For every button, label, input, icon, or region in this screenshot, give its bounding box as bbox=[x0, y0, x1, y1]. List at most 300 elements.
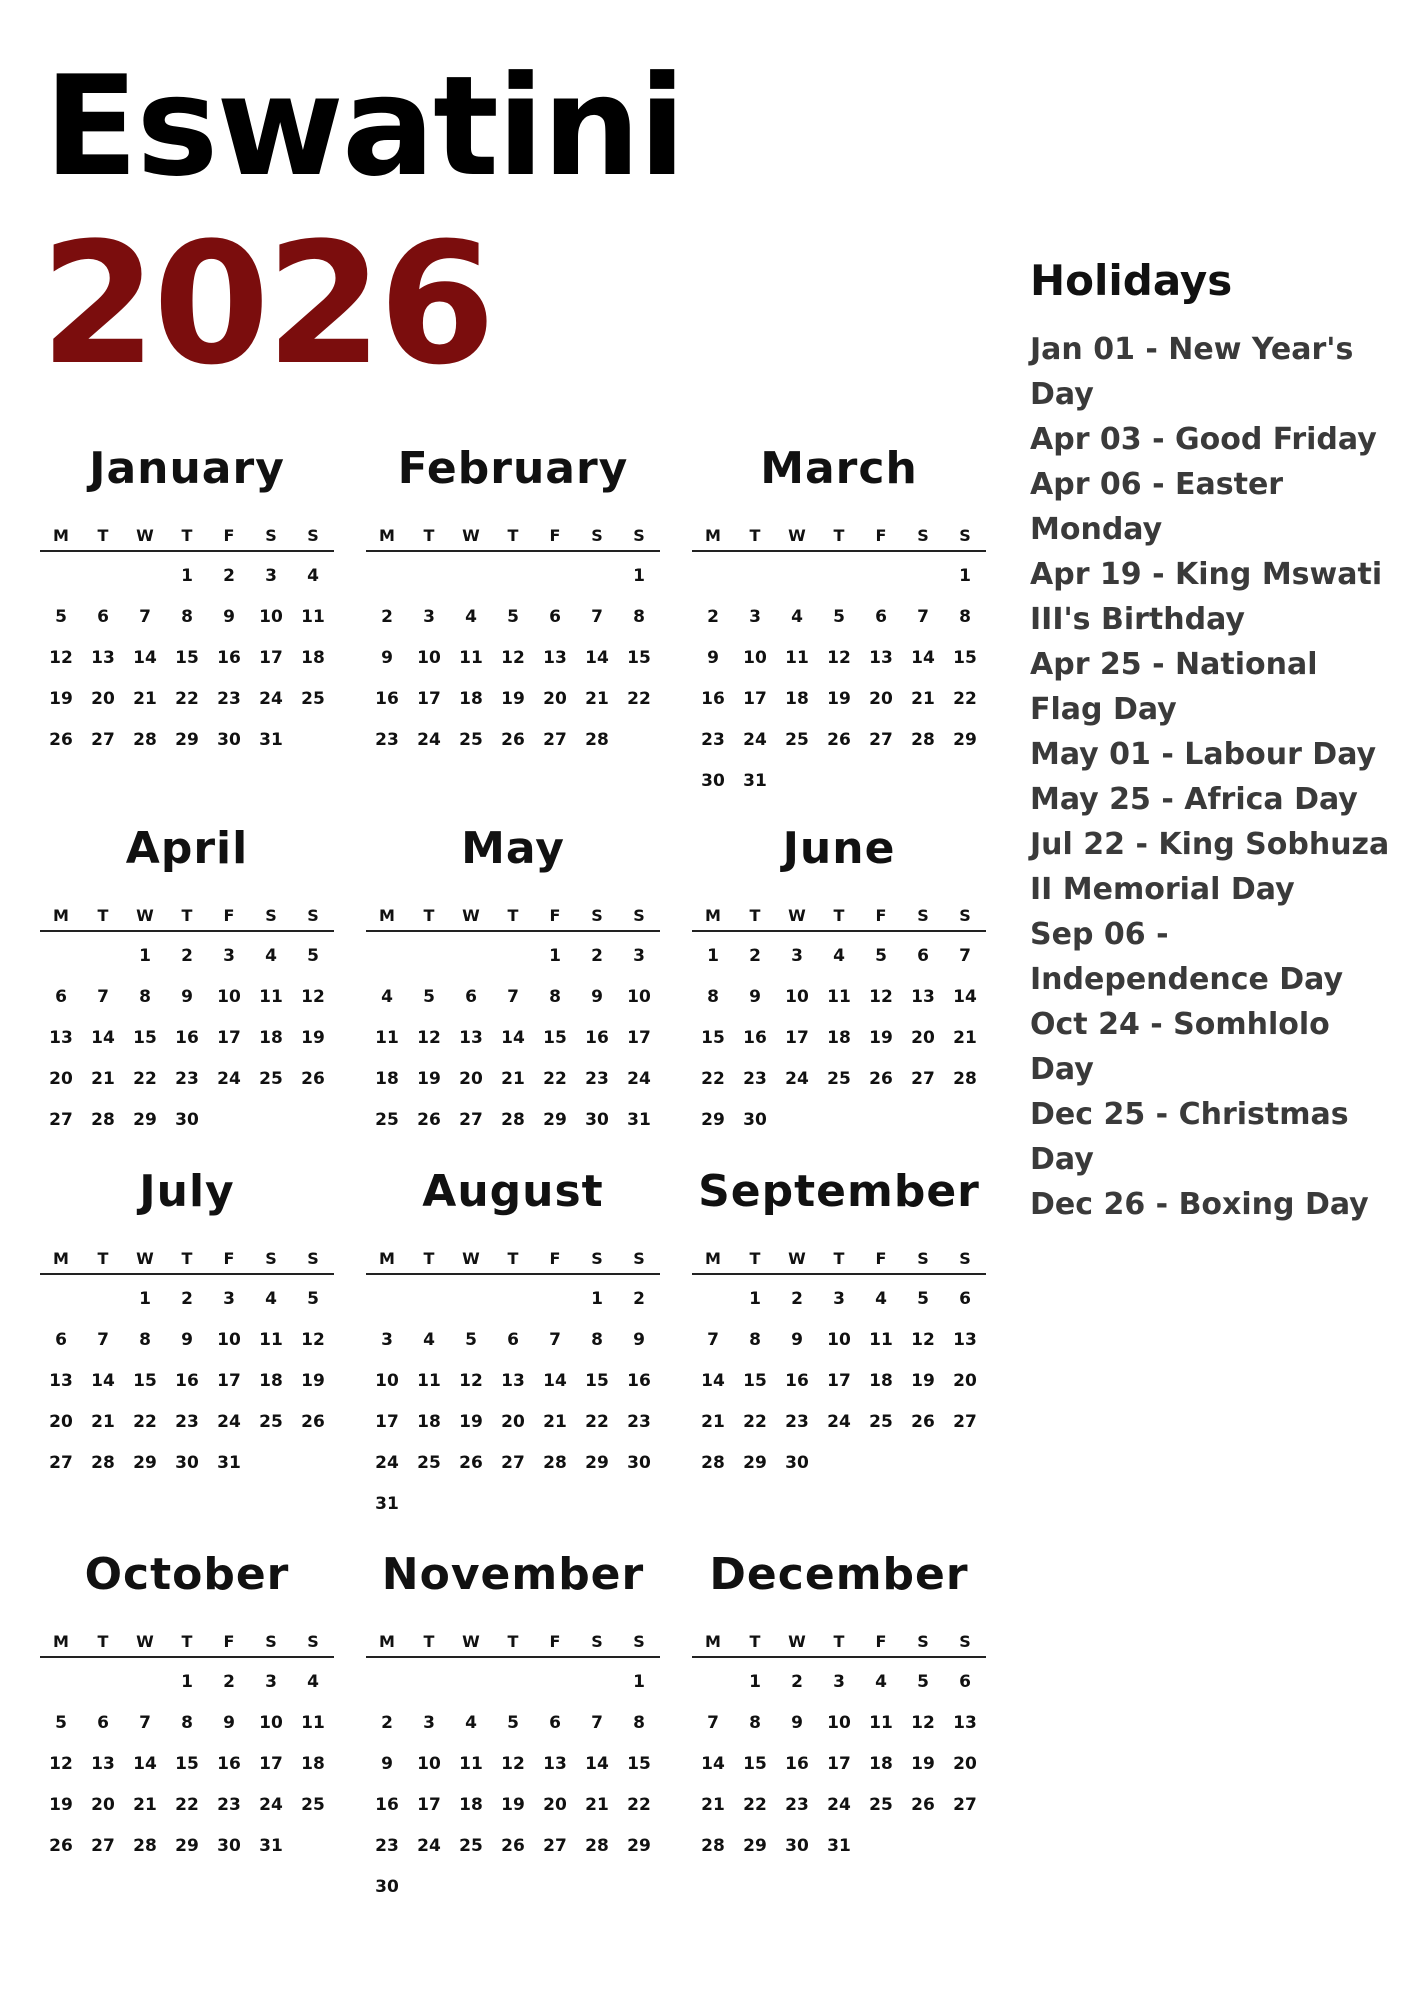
day-cell: 25 bbox=[785, 730, 809, 750]
weekday-label: W bbox=[136, 525, 154, 545]
holiday-item: Dec 25 - Christmas Day bbox=[1030, 1097, 1349, 1177]
day-cell: 20 bbox=[869, 689, 893, 709]
weekday-label: W bbox=[462, 1631, 480, 1651]
weekday-label: S bbox=[633, 525, 645, 545]
day-cell: 23 bbox=[627, 1412, 651, 1432]
weekday-label: F bbox=[549, 905, 561, 925]
empty-day-cell bbox=[692, 1662, 734, 1703]
day-cell: 15 bbox=[627, 648, 651, 668]
day-cell: 18 bbox=[301, 1754, 325, 1774]
day-cell: 10 bbox=[417, 648, 441, 668]
day-cell: 4 bbox=[465, 1713, 477, 1733]
day-cell: 24 bbox=[375, 1453, 399, 1473]
day-cell: 12 bbox=[501, 648, 525, 668]
day-cell: 22 bbox=[133, 1069, 157, 1089]
month-name: October bbox=[84, 1549, 290, 1600]
day-cell: 18 bbox=[259, 1371, 283, 1391]
day-cell: 20 bbox=[49, 1069, 73, 1089]
day-cell: 14 bbox=[91, 1371, 115, 1391]
day-cell: 18 bbox=[869, 1754, 893, 1774]
day-cell: 4 bbox=[307, 566, 319, 586]
day-cell: 20 bbox=[49, 1412, 73, 1432]
month-name: May bbox=[461, 823, 565, 874]
empty-day-cell bbox=[902, 556, 944, 597]
day-cell: 10 bbox=[259, 1713, 283, 1733]
day-cell: 23 bbox=[701, 730, 725, 750]
day-cell: 10 bbox=[827, 1330, 851, 1350]
day-cell: 31 bbox=[627, 1110, 651, 1130]
empty-day-cell bbox=[818, 556, 860, 597]
day-cell: 21 bbox=[585, 1795, 609, 1815]
weekday-label: W bbox=[788, 1631, 806, 1651]
weekday-label: W bbox=[462, 1248, 480, 1268]
day-cell: 24 bbox=[785, 1069, 809, 1089]
day-cell: 13 bbox=[49, 1028, 73, 1048]
empty-day-cell bbox=[82, 1662, 124, 1703]
month-name: July bbox=[139, 1166, 235, 1217]
day-cell: 30 bbox=[375, 1877, 399, 1897]
day-cell: 29 bbox=[175, 1836, 199, 1856]
day-cell: 7 bbox=[591, 1713, 603, 1733]
day-cell: 19 bbox=[501, 689, 525, 709]
day-cell: 17 bbox=[827, 1371, 851, 1391]
month-may bbox=[366, 820, 660, 1141]
day-cell: 23 bbox=[375, 730, 399, 750]
day-cell: 30 bbox=[701, 771, 725, 791]
weekday-label: M bbox=[53, 905, 69, 925]
day-cell: 1 bbox=[749, 1289, 761, 1309]
day-cell: 21 bbox=[543, 1412, 567, 1432]
day-cell: 26 bbox=[49, 730, 73, 750]
day-cell: 1 bbox=[181, 566, 193, 586]
day-cell: 8 bbox=[633, 607, 645, 627]
day-cell: 4 bbox=[307, 1672, 319, 1692]
day-cell: 3 bbox=[833, 1289, 845, 1309]
day-cell: 1 bbox=[139, 946, 151, 966]
day-cell: 21 bbox=[585, 689, 609, 709]
day-cell: 20 bbox=[543, 1795, 567, 1815]
calendar-year: 2026 bbox=[40, 206, 492, 402]
day-cell: 24 bbox=[627, 1069, 651, 1089]
day-cell: 23 bbox=[217, 1795, 241, 1815]
day-cell: 21 bbox=[91, 1069, 115, 1089]
day-cell: 22 bbox=[953, 689, 977, 709]
day-cell: 22 bbox=[627, 689, 651, 709]
empty-day-cell bbox=[124, 1662, 166, 1703]
day-cell: 23 bbox=[375, 1836, 399, 1856]
day-cell: 7 bbox=[549, 1330, 561, 1350]
day-cell: 31 bbox=[259, 1836, 283, 1856]
day-cell: 1 bbox=[549, 946, 561, 966]
day-cell: 3 bbox=[223, 1289, 235, 1309]
day-cell: 6 bbox=[917, 946, 929, 966]
weekday-label: T bbox=[423, 525, 435, 545]
day-cell: 14 bbox=[133, 1754, 157, 1774]
day-grid bbox=[692, 1275, 986, 1484]
weekday-label: S bbox=[307, 1631, 319, 1651]
day-cell: 31 bbox=[375, 1494, 399, 1514]
day-cell: 29 bbox=[133, 1453, 157, 1473]
empty-day-cell bbox=[124, 556, 166, 597]
day-cell: 20 bbox=[91, 689, 115, 709]
day-cell: 24 bbox=[217, 1412, 241, 1432]
weekday-header bbox=[40, 1626, 334, 1658]
empty-day-cell bbox=[408, 936, 450, 977]
holiday-item: Sep 06 - Independence Day bbox=[1030, 917, 1344, 997]
empty-day-cell bbox=[82, 556, 124, 597]
day-cell: 18 bbox=[869, 1371, 893, 1391]
day-cell: 3 bbox=[381, 1330, 393, 1350]
day-cell: 11 bbox=[417, 1371, 441, 1391]
day-cell: 12 bbox=[869, 987, 893, 1007]
day-grid bbox=[366, 552, 660, 761]
weekday-header bbox=[40, 900, 334, 932]
day-cell: 10 bbox=[627, 987, 651, 1007]
day-cell: 14 bbox=[585, 648, 609, 668]
day-cell: 5 bbox=[917, 1289, 929, 1309]
weekday-header bbox=[366, 900, 660, 932]
day-cell: 3 bbox=[423, 607, 435, 627]
day-cell: 8 bbox=[181, 1713, 193, 1733]
day-cell: 14 bbox=[701, 1371, 725, 1391]
weekday-label: S bbox=[959, 525, 971, 545]
day-cell: 1 bbox=[633, 1672, 645, 1692]
weekday-label: T bbox=[423, 905, 435, 925]
day-grid bbox=[40, 932, 334, 1141]
weekday-label: T bbox=[833, 1631, 845, 1651]
day-cell: 15 bbox=[175, 1754, 199, 1774]
day-cell: 13 bbox=[953, 1330, 977, 1350]
empty-day-cell bbox=[82, 1279, 124, 1320]
day-cell: 10 bbox=[417, 1754, 441, 1774]
day-cell: 29 bbox=[543, 1110, 567, 1130]
month-name: March bbox=[760, 443, 918, 494]
day-cell: 7 bbox=[707, 1330, 719, 1350]
empty-day-cell bbox=[366, 556, 408, 597]
weekday-label: T bbox=[181, 1248, 193, 1268]
day-cell: 14 bbox=[133, 648, 157, 668]
weekday-label: S bbox=[307, 525, 319, 545]
day-cell: 28 bbox=[91, 1453, 115, 1473]
day-cell: 16 bbox=[785, 1371, 809, 1391]
day-cell: 10 bbox=[785, 987, 809, 1007]
day-cell: 20 bbox=[501, 1412, 525, 1432]
day-cell: 15 bbox=[743, 1371, 767, 1391]
day-cell: 16 bbox=[585, 1028, 609, 1048]
day-cell: 16 bbox=[175, 1371, 199, 1391]
empty-day-cell bbox=[860, 556, 902, 597]
month-name: June bbox=[782, 823, 896, 874]
day-cell: 26 bbox=[911, 1795, 935, 1815]
weekday-label: T bbox=[507, 905, 519, 925]
empty-day-cell bbox=[408, 556, 450, 597]
day-cell: 4 bbox=[791, 607, 803, 627]
day-cell: 12 bbox=[911, 1713, 935, 1733]
weekday-label: T bbox=[423, 1248, 435, 1268]
day-cell: 8 bbox=[633, 1713, 645, 1733]
day-cell: 5 bbox=[55, 1713, 67, 1733]
day-cell: 27 bbox=[911, 1069, 935, 1089]
day-cell: 20 bbox=[953, 1754, 977, 1774]
empty-day-cell bbox=[534, 1662, 576, 1703]
day-cell: 22 bbox=[175, 1795, 199, 1815]
day-cell: 30 bbox=[785, 1836, 809, 1856]
day-cell: 4 bbox=[875, 1672, 887, 1692]
holiday-item: Dec 26 - Boxing Day bbox=[1030, 1187, 1369, 1222]
day-cell: 25 bbox=[417, 1453, 441, 1473]
day-cell: 26 bbox=[49, 1836, 73, 1856]
day-cell: 2 bbox=[791, 1289, 803, 1309]
weekday-label: T bbox=[181, 1631, 193, 1651]
day-cell: 30 bbox=[585, 1110, 609, 1130]
weekday-label: T bbox=[181, 905, 193, 925]
weekday-label: F bbox=[549, 1631, 561, 1651]
day-cell: 11 bbox=[375, 1028, 399, 1048]
day-cell: 10 bbox=[217, 987, 241, 1007]
month-december bbox=[692, 1546, 986, 1867]
day-cell: 16 bbox=[701, 689, 725, 709]
day-cell: 23 bbox=[785, 1412, 809, 1432]
day-cell: 3 bbox=[791, 946, 803, 966]
holiday-item: Apr 03 - Good Friday bbox=[1030, 422, 1377, 457]
day-cell: 8 bbox=[181, 607, 193, 627]
month-name: January bbox=[89, 443, 285, 494]
holiday-item: Apr 25 - National Flag Day bbox=[1030, 647, 1318, 727]
day-cell: 26 bbox=[911, 1412, 935, 1432]
weekday-label: M bbox=[53, 1631, 69, 1651]
day-cell: 29 bbox=[953, 730, 977, 750]
day-cell: 30 bbox=[175, 1110, 199, 1130]
day-cell: 7 bbox=[507, 987, 519, 1007]
day-cell: 20 bbox=[953, 1371, 977, 1391]
empty-day-cell bbox=[734, 556, 776, 597]
day-cell: 19 bbox=[49, 1795, 73, 1815]
day-cell: 23 bbox=[217, 689, 241, 709]
empty-day-cell bbox=[408, 1662, 450, 1703]
day-cell: 21 bbox=[701, 1412, 725, 1432]
month-name: February bbox=[397, 443, 629, 494]
day-cell: 28 bbox=[585, 1836, 609, 1856]
day-cell: 17 bbox=[627, 1028, 651, 1048]
weekday-label: T bbox=[833, 525, 845, 545]
day-cell: 21 bbox=[133, 1795, 157, 1815]
day-cell: 4 bbox=[265, 946, 277, 966]
day-cell: 25 bbox=[259, 1069, 283, 1089]
holiday-item: Jul 22 - King Sobhuza II Memorial Day bbox=[1030, 827, 1390, 907]
weekday-label: T bbox=[97, 905, 109, 925]
day-cell: 5 bbox=[507, 1713, 519, 1733]
month-name: April bbox=[125, 823, 249, 874]
weekday-label: S bbox=[959, 905, 971, 925]
day-cell: 27 bbox=[49, 1453, 73, 1473]
day-cell: 28 bbox=[501, 1110, 525, 1130]
empty-day-cell bbox=[40, 1662, 82, 1703]
empty-day-cell bbox=[692, 556, 734, 597]
day-cell: 4 bbox=[423, 1330, 435, 1350]
day-cell: 20 bbox=[459, 1069, 483, 1089]
day-cell: 25 bbox=[259, 1412, 283, 1432]
holiday-item: Apr 06 - Easter Monday bbox=[1030, 467, 1284, 547]
day-cell: 7 bbox=[959, 946, 971, 966]
day-cell: 12 bbox=[49, 1754, 73, 1774]
day-grid bbox=[40, 1275, 334, 1484]
weekday-label: S bbox=[917, 1248, 929, 1268]
day-cell: 2 bbox=[633, 1289, 645, 1309]
weekday-label: T bbox=[507, 525, 519, 545]
day-cell: 2 bbox=[381, 607, 393, 627]
day-cell: 18 bbox=[459, 1795, 483, 1815]
day-cell: 6 bbox=[507, 1330, 519, 1350]
day-cell: 4 bbox=[381, 987, 393, 1007]
day-cell: 7 bbox=[139, 1713, 151, 1733]
day-cell: 2 bbox=[381, 1713, 393, 1733]
day-cell: 24 bbox=[259, 1795, 283, 1815]
day-cell: 9 bbox=[223, 1713, 235, 1733]
day-cell: 5 bbox=[307, 946, 319, 966]
day-cell: 19 bbox=[827, 689, 851, 709]
empty-day-cell bbox=[534, 556, 576, 597]
day-cell: 13 bbox=[501, 1371, 525, 1391]
weekday-label: M bbox=[705, 1248, 721, 1268]
day-cell: 11 bbox=[869, 1330, 893, 1350]
day-cell: 6 bbox=[465, 987, 477, 1007]
day-cell: 11 bbox=[827, 987, 851, 1007]
day-cell: 13 bbox=[91, 1754, 115, 1774]
weekday-label: T bbox=[749, 525, 761, 545]
day-cell: 22 bbox=[585, 1412, 609, 1432]
weekday-label: T bbox=[423, 1631, 435, 1651]
day-cell: 29 bbox=[627, 1836, 651, 1856]
day-cell: 12 bbox=[301, 1330, 325, 1350]
day-cell: 9 bbox=[791, 1330, 803, 1350]
day-cell: 17 bbox=[417, 689, 441, 709]
weekday-label: S bbox=[633, 905, 645, 925]
day-cell: 22 bbox=[701, 1069, 725, 1089]
day-cell: 20 bbox=[543, 689, 567, 709]
day-cell: 13 bbox=[543, 1754, 567, 1774]
day-cell: 27 bbox=[543, 1836, 567, 1856]
day-cell: 21 bbox=[701, 1795, 725, 1815]
day-cell: 1 bbox=[749, 1672, 761, 1692]
day-cell: 6 bbox=[549, 1713, 561, 1733]
day-cell: 30 bbox=[743, 1110, 767, 1130]
weekday-label: T bbox=[181, 525, 193, 545]
day-cell: 27 bbox=[91, 730, 115, 750]
weekday-label: S bbox=[591, 1248, 603, 1268]
weekday-label: S bbox=[591, 1631, 603, 1651]
day-cell: 15 bbox=[743, 1754, 767, 1774]
day-grid bbox=[40, 1658, 334, 1867]
day-cell: 13 bbox=[911, 987, 935, 1007]
day-cell: 23 bbox=[175, 1412, 199, 1432]
weekday-label: W bbox=[136, 1248, 154, 1268]
day-cell: 22 bbox=[743, 1412, 767, 1432]
day-cell: 17 bbox=[827, 1754, 851, 1774]
day-cell: 30 bbox=[217, 730, 241, 750]
day-cell: 27 bbox=[501, 1453, 525, 1473]
day-cell: 16 bbox=[217, 648, 241, 668]
empty-day-cell bbox=[366, 1662, 408, 1703]
weekday-header bbox=[40, 1243, 334, 1275]
month-name: December bbox=[709, 1549, 969, 1600]
day-cell: 15 bbox=[133, 1028, 157, 1048]
day-cell: 14 bbox=[701, 1754, 725, 1774]
day-cell: 5 bbox=[507, 607, 519, 627]
day-cell: 7 bbox=[707, 1713, 719, 1733]
day-cell: 3 bbox=[423, 1713, 435, 1733]
empty-day-cell bbox=[492, 936, 534, 977]
weekday-label: M bbox=[379, 905, 395, 925]
weekday-header bbox=[366, 1626, 660, 1658]
day-cell: 9 bbox=[223, 607, 235, 627]
day-cell: 22 bbox=[627, 1795, 651, 1815]
day-grid bbox=[692, 932, 986, 1141]
day-cell: 16 bbox=[627, 1371, 651, 1391]
day-cell: 5 bbox=[423, 987, 435, 1007]
day-cell: 28 bbox=[585, 730, 609, 750]
day-cell: 19 bbox=[301, 1028, 325, 1048]
weekday-header bbox=[366, 1243, 660, 1275]
day-cell: 16 bbox=[785, 1754, 809, 1774]
empty-day-cell bbox=[40, 936, 82, 977]
empty-day-cell bbox=[408, 1279, 450, 1320]
day-cell: 8 bbox=[139, 1330, 151, 1350]
day-cell: 25 bbox=[827, 1069, 851, 1089]
day-cell: 30 bbox=[175, 1453, 199, 1473]
day-cell: 8 bbox=[591, 1330, 603, 1350]
day-cell: 11 bbox=[259, 1330, 283, 1350]
weekday-label: T bbox=[507, 1631, 519, 1651]
day-cell: 16 bbox=[375, 689, 399, 709]
weekday-label: T bbox=[833, 905, 845, 925]
day-cell: 19 bbox=[869, 1028, 893, 1048]
weekday-label: F bbox=[223, 1631, 235, 1651]
day-cell: 11 bbox=[301, 1713, 325, 1733]
day-cell: 28 bbox=[911, 730, 935, 750]
calendar-title: Eswatini bbox=[44, 46, 684, 207]
weekday-label: T bbox=[749, 1248, 761, 1268]
day-cell: 25 bbox=[301, 1795, 325, 1815]
day-grid bbox=[692, 552, 986, 802]
day-cell: 29 bbox=[743, 1453, 767, 1473]
day-cell: 31 bbox=[259, 730, 283, 750]
day-cell: 22 bbox=[175, 689, 199, 709]
holiday-item: May 25 - Africa Day bbox=[1030, 782, 1358, 817]
weekday-label: M bbox=[705, 525, 721, 545]
month-august bbox=[366, 1163, 660, 1525]
day-cell: 1 bbox=[139, 1289, 151, 1309]
day-cell: 23 bbox=[585, 1069, 609, 1089]
weekday-label: F bbox=[223, 905, 235, 925]
day-cell: 6 bbox=[959, 1672, 971, 1692]
day-cell: 29 bbox=[585, 1453, 609, 1473]
day-cell: 7 bbox=[139, 607, 151, 627]
day-cell: 15 bbox=[175, 648, 199, 668]
day-cell: 1 bbox=[707, 946, 719, 966]
day-cell: 15 bbox=[627, 1754, 651, 1774]
empty-day-cell bbox=[450, 936, 492, 977]
day-cell: 22 bbox=[743, 1795, 767, 1815]
weekday-label: S bbox=[265, 525, 277, 545]
weekday-label: W bbox=[462, 525, 480, 545]
day-cell: 6 bbox=[97, 607, 109, 627]
empty-day-cell bbox=[492, 1662, 534, 1703]
day-cell: 16 bbox=[375, 1795, 399, 1815]
day-cell: 19 bbox=[301, 1371, 325, 1391]
weekday-label: W bbox=[788, 905, 806, 925]
weekday-label: S bbox=[917, 525, 929, 545]
day-cell: 29 bbox=[743, 1836, 767, 1856]
